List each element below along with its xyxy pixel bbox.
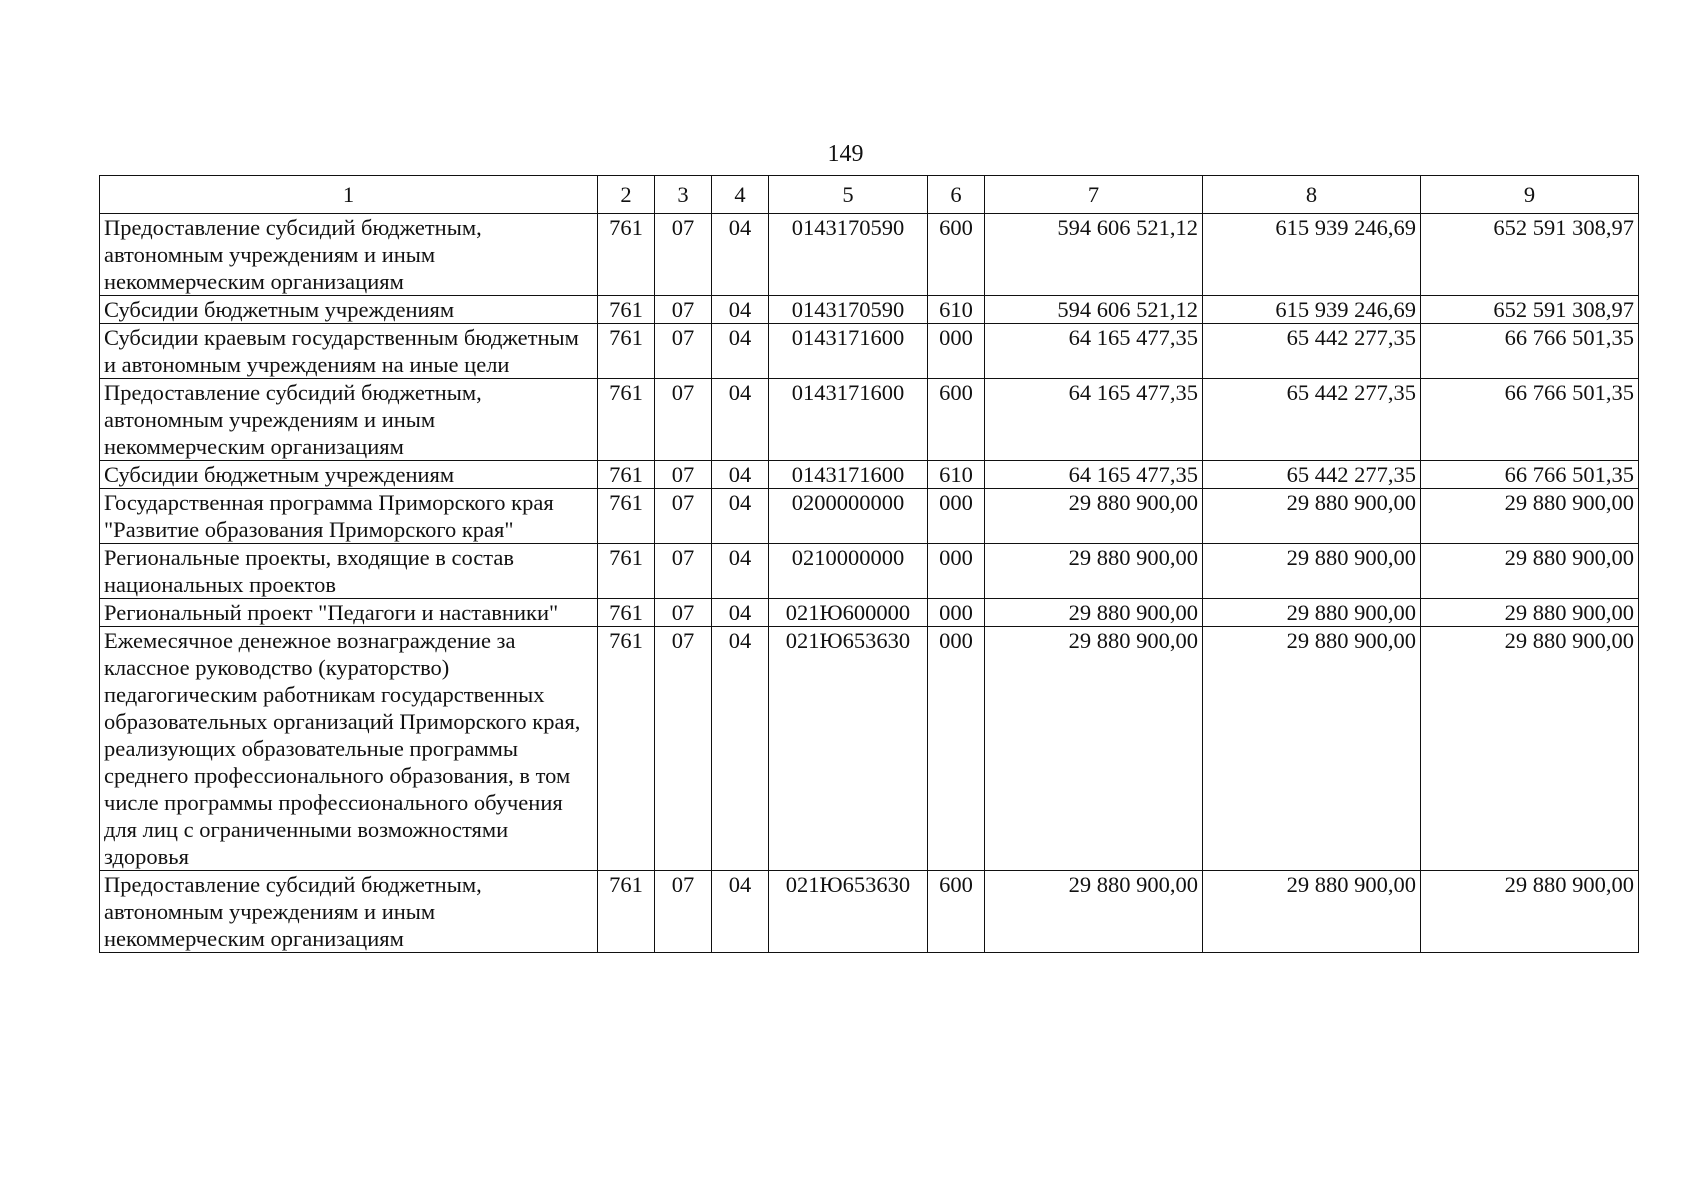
expense-type-code: 000 (928, 489, 985, 544)
ministry-code: 761 (598, 544, 655, 599)
amount-col7: 29 880 900,00 (985, 599, 1203, 627)
subsection-code: 04 (712, 599, 769, 627)
amount-col7: 29 880 900,00 (985, 489, 1203, 544)
row-name: Субсидии бюджетным учреждениям (100, 461, 598, 489)
table-row (100, 599, 1639, 627)
amount-col7: 64 165 477,35 (985, 324, 1203, 379)
target-article-code: 021Ю653630 (769, 627, 928, 871)
amount-col8: 29 880 900,00 (1203, 627, 1421, 871)
expense-type-code: 000 (928, 599, 985, 627)
column-header: 9 (1421, 176, 1639, 214)
amount-col9: 66 766 501,35 (1421, 324, 1639, 379)
target-article-code: 0143170590 (769, 214, 928, 296)
ministry-code: 761 (598, 599, 655, 627)
amount-col9: 29 880 900,00 (1421, 871, 1639, 953)
budget-table (99, 175, 1639, 953)
subsection-code: 04 (712, 214, 769, 296)
column-header: 5 (769, 176, 928, 214)
amount-col9: 652 591 308,97 (1421, 296, 1639, 324)
expense-type-code: 600 (928, 871, 985, 953)
amount-col8: 65 442 277,35 (1203, 461, 1421, 489)
subsection-code: 04 (712, 627, 769, 871)
target-article-code: 0143171600 (769, 379, 928, 461)
expense-type-code: 000 (928, 544, 985, 599)
amount-col9: 29 880 900,00 (1421, 627, 1639, 871)
row-name: Ежемесячное денежное вознаграждение за классное руководство (кураторство) педагогическим работникам государственных образовательных организаций Приморского края, реализующих образовательные программы среднего профессионального образования, в том числе программы профессионального обучения для лиц с ограниченными возможностями здоровья (100, 627, 598, 871)
row-name: Предоставление субсидий бюджетным, автономным учреждениям и иным некоммерческим организациям (100, 871, 598, 953)
row-name: Региональный проект "Педагоги и наставники" (100, 599, 598, 627)
expense-type-code: 000 (928, 324, 985, 379)
target-article-code: 0210000000 (769, 544, 928, 599)
table-row (100, 214, 1639, 296)
ministry-code: 761 (598, 379, 655, 461)
column-header: 3 (655, 176, 712, 214)
section-code: 07 (655, 296, 712, 324)
target-article-code: 0143171600 (769, 461, 928, 489)
amount-col7: 29 880 900,00 (985, 627, 1203, 871)
amount-col7: 594 606 521,12 (985, 296, 1203, 324)
target-article-code: 0143171600 (769, 324, 928, 379)
table-row (100, 324, 1639, 379)
table-row (100, 489, 1639, 544)
subsection-code: 04 (712, 324, 769, 379)
amount-col8: 615 939 246,69 (1203, 214, 1421, 296)
amount-col9: 29 880 900,00 (1421, 599, 1639, 627)
section-code: 07 (655, 489, 712, 544)
subsection-code: 04 (712, 871, 769, 953)
expense-type-code: 610 (928, 296, 985, 324)
amount-col7: 64 165 477,35 (985, 461, 1203, 489)
subsection-code: 04 (712, 489, 769, 544)
column-header: 7 (985, 176, 1203, 214)
section-code: 07 (655, 214, 712, 296)
amount-col8: 29 880 900,00 (1203, 489, 1421, 544)
column-header: 1 (100, 176, 598, 214)
target-article-code: 0143170590 (769, 296, 928, 324)
column-header: 6 (928, 176, 985, 214)
table-row (100, 296, 1639, 324)
table-row (100, 871, 1639, 953)
row-name: Региональные проекты, входящие в состав национальных проектов (100, 544, 598, 599)
column-header: 4 (712, 176, 769, 214)
ministry-code: 761 (598, 489, 655, 544)
amount-col8: 29 880 900,00 (1203, 599, 1421, 627)
target-article-code: 021Ю600000 (769, 599, 928, 627)
ministry-code: 761 (598, 871, 655, 953)
header-row (100, 176, 1639, 214)
section-code: 07 (655, 599, 712, 627)
expense-type-code: 000 (928, 627, 985, 871)
amount-col8: 29 880 900,00 (1203, 871, 1421, 953)
column-header: 2 (598, 176, 655, 214)
table-row (100, 379, 1639, 461)
table-row (100, 461, 1639, 489)
amount-col9: 66 766 501,35 (1421, 379, 1639, 461)
amount-col8: 65 442 277,35 (1203, 324, 1421, 379)
amount-col7: 64 165 477,35 (985, 379, 1203, 461)
amount-col7: 594 606 521,12 (985, 214, 1203, 296)
amount-col9: 652 591 308,97 (1421, 214, 1639, 296)
subsection-code: 04 (712, 461, 769, 489)
row-name: Субсидии бюджетным учреждениям (100, 296, 598, 324)
subsection-code: 04 (712, 544, 769, 599)
subsection-code: 04 (712, 379, 769, 461)
amount-col9: 29 880 900,00 (1421, 544, 1639, 599)
amount-col7: 29 880 900,00 (985, 544, 1203, 599)
row-name: Государственная программа Приморского края "Развитие образования Приморского края" (100, 489, 598, 544)
amount-col8: 65 442 277,35 (1203, 379, 1421, 461)
amount-col8: 615 939 246,69 (1203, 296, 1421, 324)
ministry-code: 761 (598, 324, 655, 379)
ministry-code: 761 (598, 461, 655, 489)
expense-type-code: 600 (928, 214, 985, 296)
target-article-code: 021Ю653630 (769, 871, 928, 953)
ministry-code: 761 (598, 627, 655, 871)
expense-type-code: 600 (928, 379, 985, 461)
table-row (100, 627, 1639, 871)
section-code: 07 (655, 871, 712, 953)
row-name: Предоставление субсидий бюджетным, автономным учреждениям и иным некоммерческим организациям (100, 214, 598, 296)
amount-col9: 29 880 900,00 (1421, 489, 1639, 544)
column-header: 8 (1203, 176, 1421, 214)
amount-col9: 66 766 501,35 (1421, 461, 1639, 489)
section-code: 07 (655, 627, 712, 871)
subsection-code: 04 (712, 296, 769, 324)
ministry-code: 761 (598, 296, 655, 324)
expense-type-code: 610 (928, 461, 985, 489)
row-name: Субсидии краевым государственным бюджетным и автономным учреждениям на иные цели (100, 324, 598, 379)
section-code: 07 (655, 544, 712, 599)
page-number: 149 (827, 141, 864, 167)
target-article-code: 0200000000 (769, 489, 928, 544)
section-code: 07 (655, 461, 712, 489)
amount-col7: 29 880 900,00 (985, 871, 1203, 953)
amount-col8: 29 880 900,00 (1203, 544, 1421, 599)
section-code: 07 (655, 324, 712, 379)
section-code: 07 (655, 379, 712, 461)
ministry-code: 761 (598, 214, 655, 296)
row-name: Предоставление субсидий бюджетным, автономным учреждениям и иным некоммерческим организациям (100, 379, 598, 461)
table-row (100, 544, 1639, 599)
